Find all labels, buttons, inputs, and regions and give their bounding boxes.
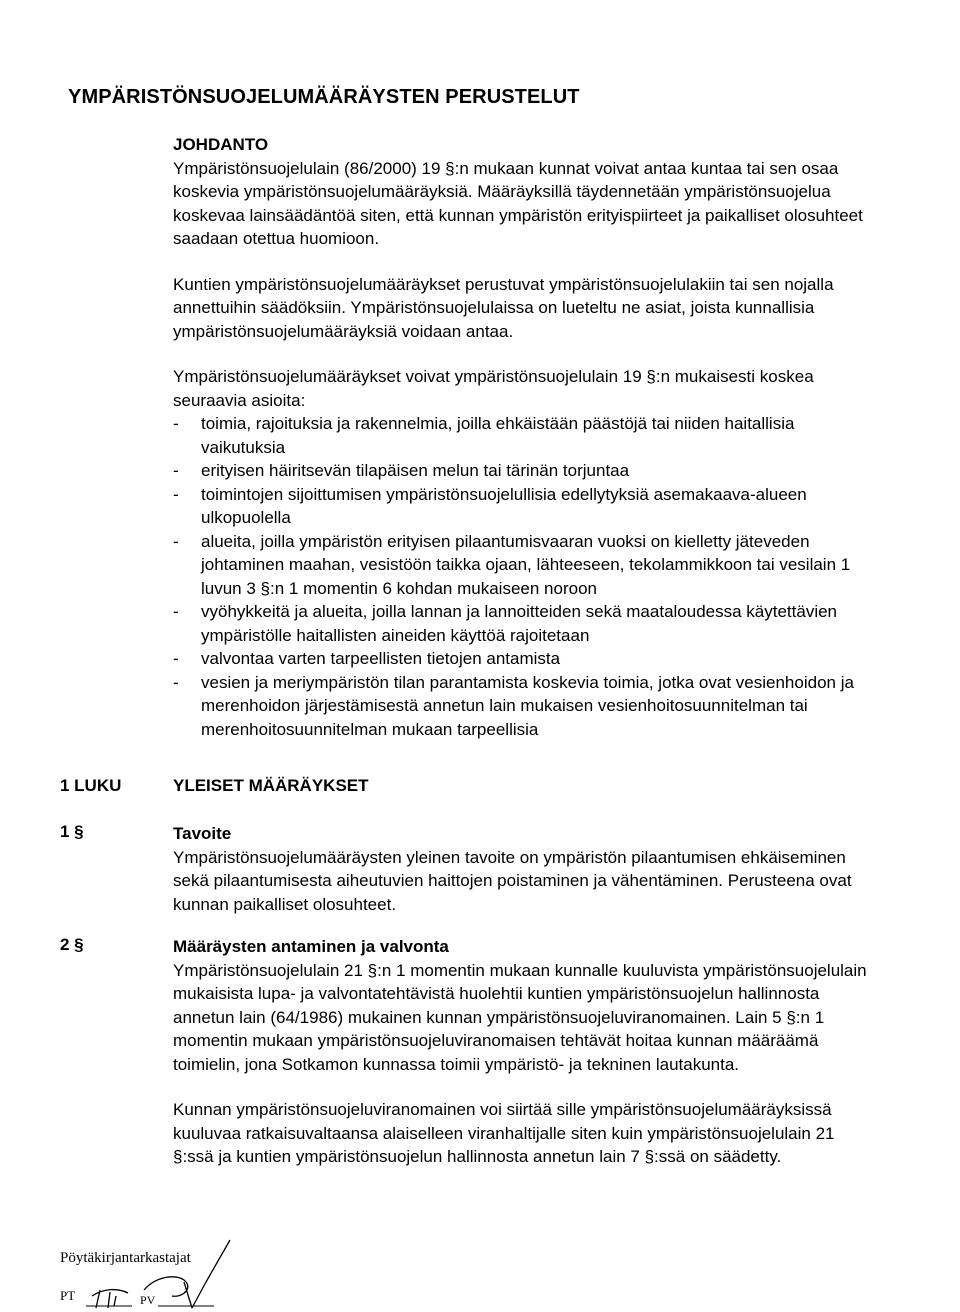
list-item-text: erityisen häiritsevän tilapäisen melun tai tärinän torjuntaa (201, 461, 630, 480)
bullet-marker: - (173, 602, 179, 621)
bullet-list (173, 412, 873, 741)
list-item (173, 530, 873, 601)
bullet-marker: - (173, 461, 179, 480)
section-number: 1 § (60, 822, 84, 841)
list-item-text: vesien ja meriympäristön tilan parantamista koskevia toimia, jotka ovat vesienhoidon ja merenhoidon järjestämisestä annetun lain mukaisen vesienhoitosuunnitelman tai merenhoitosuunnitelman mukaan tarpeellisia (201, 672, 854, 739)
chapter-title: YLEISET MÄÄRÄYKSET (173, 776, 369, 795)
list-item-text: vyöhykkeitä ja alueita, joilla lannan ja lannoitteiden sekä maataloudessa käytettävien ympäristölle haitallisten aineiden käyttöä rajoitetaan (201, 602, 838, 645)
footer-signature-line (60, 1288, 75, 1304)
bullet-marker: - (173, 531, 179, 551)
intro-paragraph: Ympäristönsuojelulain (86/2000) 19 §:n mukaan kunnat voivat antaa kuntaa tai sen osaa koskevia ympäristönsuojelumääräyksiä. Määräyksillä täydennetään ympäristönsuojelua koskevaa lainsäädäntöä siten, että kunnan ympäristön erityispiirteet ja paikalliset olosuhteet saadaan otettua huomioon. (173, 158, 863, 248)
bullet-marker: - (173, 414, 179, 433)
list-item (173, 459, 873, 483)
section-2 (173, 935, 873, 1169)
section-paragraph: Ympäristönsuojelumääräysten yleinen tavoite on ympäristön pilaantumisen ehkäiseminen sekä pilaantumisesta aiheutuvien haittojen poistaminen ja vähentäminen. Perusteena ovat kunnan paikalliset olosuhteet. (173, 847, 852, 914)
chapter-label: 1 LUKU (60, 776, 122, 795)
intro-heading: JOHDANTO (173, 135, 269, 154)
list-item (173, 671, 873, 742)
section-paragraph: Kunnan ympäristönsuojeluviranomainen voi siirtää sille ympäristönsuojelumääräyksissä kuuluvaa ratkaisuvaltaansa alaiselleen viranhaltijalle siten kuin ympäristönsuojelulain 21 §:ssä ja kuntien ympäristönsuojelun hallinnosta annetun lain 7 §:ssä on säädetty. (173, 1100, 835, 1166)
intro-paragraph: Kuntien ympäristönsuojelumääräykset perustuvat ympäristönsuojelulakiin tai sen nojalla annettuihin säädöksiin. Ympäristönsuojelulaissa on lueteltu ne asiat, joista kunnallisia ympäristönsuojelumääräyksiä voidaan antaa. (173, 274, 834, 341)
section-number: 2 § (60, 935, 84, 954)
section-1 (173, 822, 873, 916)
list-item (173, 412, 873, 459)
list-item-text: alueita, joilla ympäristön erityisen pilaantumisvaaran vuoksi on kielletty jäteveden johtaminen maahan, vesistöön taikka ojaan, lähteeseen, tekolammikkoon tai vesilain 1 luvun 3 §:n 1 momentin 6 kohdan mukaiseen noroon (201, 531, 851, 598)
list-item (173, 647, 873, 671)
section-paragraph: Ympäristönsuojelulain 21 §:n 1 momentin mukaan kunnalle kuuluvista ympäristönsuojelulain mukaisista lupa- ja valvontatehtävistä huolehtii kuntien ympäristönsuojelun hallinnosta annetun lain (64/1986) mukainen kunnan ympäristönsuojeluviranomainen. Lain 5 §:n 1 momentin mukaan ympäristönsuojeluviranomaisen tehtävät hoitaa kunnan määräämä toimielin, jona Sotkamon kunnassa toimii ympäristö- ja tekninen lautakunta. (173, 960, 867, 1074)
list-item-text: valvontaa varten tarpeellisten tietojen antamista (201, 649, 561, 668)
list-item (173, 483, 873, 530)
intro-paragraph: Ympäristönsuojelumääräykset voivat ympäristönsuojelulain 19 §:n mukaisesti koskea seuraavia asioita: (173, 367, 814, 410)
bullet-marker: - (173, 672, 179, 692)
pt-label: PT (60, 1288, 76, 1303)
handwritten-initials-icon (84, 1238, 234, 1312)
list-item-text: toimintojen sijoittumisen ympäristönsuojelullisia edellytyksiä asemakaava-alueen ulkopuolella (201, 484, 807, 527)
footer-label: Pöytäkirjantarkastajat (60, 1250, 191, 1266)
section-title: Tavoite (173, 824, 232, 843)
pv-label: PV (140, 1293, 156, 1307)
list-item (173, 600, 873, 647)
list-item-text: toimia, rajoituksia ja rakennelmia, joilla ehkäistään päästöjä tai niiden haitallisia vaikutuksia (201, 414, 795, 457)
bullet-marker: - (173, 484, 179, 504)
intro-section (173, 133, 873, 741)
bullet-marker: - (173, 649, 179, 668)
document-title: YMPÄRISTÖNSUOJELUMÄÄRÄYSTEN PERUSTELUT (68, 86, 580, 108)
section-title: Määräysten antaminen ja valvonta (173, 937, 449, 956)
